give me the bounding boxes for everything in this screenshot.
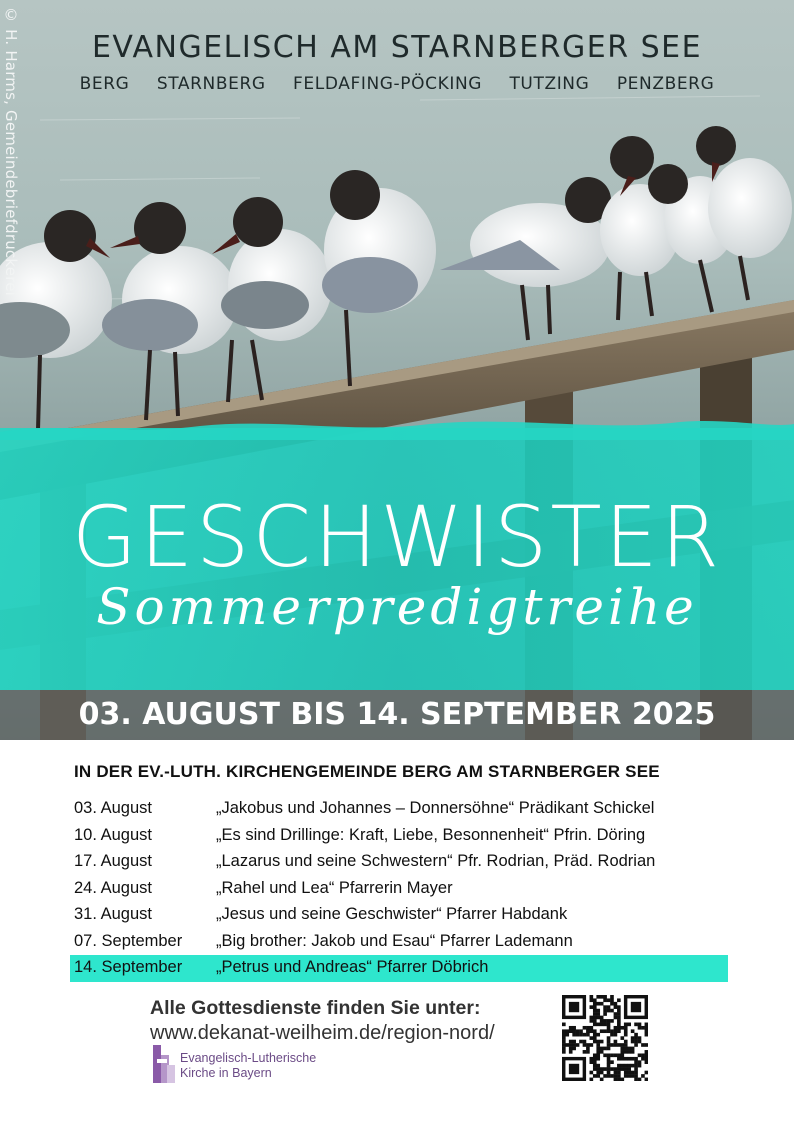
schedule-topic: „Es sind Drillinge: Kraft, Liebe, Besonnenheit“ Pfrin. Döring	[216, 825, 646, 844]
subtitle-script: Sommerpredigtreihe	[96, 578, 698, 636]
schedule-row	[70, 876, 728, 903]
qr-code-icon[interactable]	[562, 995, 648, 1081]
sermon-schedule	[70, 796, 728, 982]
schedule-row-highlighted	[70, 955, 728, 982]
schedule-date: 17. August	[74, 852, 152, 870]
date-range: 03. AUGUST BIS 14. SEPTEMBER 2025	[78, 697, 716, 732]
schedule-row	[70, 823, 728, 850]
schedule-date: 03. August	[74, 799, 152, 817]
schedule-date: 14. September	[74, 958, 183, 976]
schedule-topic: „Jakobus und Johannes – Donnersöhne“ Prädikant Schickel	[216, 799, 655, 817]
logo-line-1: Evangelisch-Lutherische	[180, 1051, 317, 1065]
schedule-date: 07. September	[74, 931, 183, 950]
photo-credit: © H. Harms, Gemeindebriefdruckerei	[2, 6, 20, 296]
schedule-topic: „Jesus und seine Geschwister“ Pfarrer Habdank	[216, 905, 568, 923]
place-berg: BERG	[79, 74, 130, 94]
place-starnberg: STARNBERG	[156, 74, 266, 94]
schedule-date: 31. August	[74, 905, 152, 923]
place-feldafing-poecking: FELDAFING-PÖCKING	[293, 74, 483, 94]
footer-url-link[interactable]: www.dekanat-weilheim.de/region-nord/	[150, 1022, 495, 1044]
church-logo	[153, 1045, 353, 1085]
main-title: GESCHWISTER	[71, 488, 723, 586]
schedule-date: 24. August	[74, 878, 152, 897]
schedule-topic: „Rahel und Lea“ Pfarrerin Mayer	[216, 878, 453, 897]
brush-edge-decoration	[0, 410, 794, 440]
schedule-row	[70, 929, 728, 956]
logo-text	[180, 1051, 316, 1081]
schedule-row	[70, 796, 728, 823]
schedule-topic: „Big brother: Jakob und Esau“ Pfarrer Lademann	[216, 931, 573, 950]
header-title: EVANGELISCH AM STARNBERGER SEE	[91, 30, 703, 65]
elkb-logo-icon	[153, 1045, 175, 1083]
logo-line-2: Kirche in Bayern	[180, 1066, 272, 1080]
places-line	[0, 74, 794, 94]
place-tutzing: TUTZING	[509, 74, 590, 94]
schedule-date: 10. August	[74, 825, 152, 844]
footer-lead: Alle Gottesdienste finden Sie unter:	[150, 997, 481, 1019]
place-penzberg: PENZBERG	[616, 74, 715, 94]
schedule-row	[70, 902, 728, 929]
schedule-row	[70, 849, 728, 876]
schedule-topic: „Petrus und Andreas“ Pfarrer Döbrich	[216, 958, 489, 976]
congregation-heading: IN DER EV.-LUTH. KIRCHENGEMEINDE BERG AM STARNBERGER SEE	[74, 762, 660, 781]
schedule-topic: „Lazarus und seine Schwestern“ Pfr. Rodrian, Präd. Rodrian	[216, 852, 656, 870]
